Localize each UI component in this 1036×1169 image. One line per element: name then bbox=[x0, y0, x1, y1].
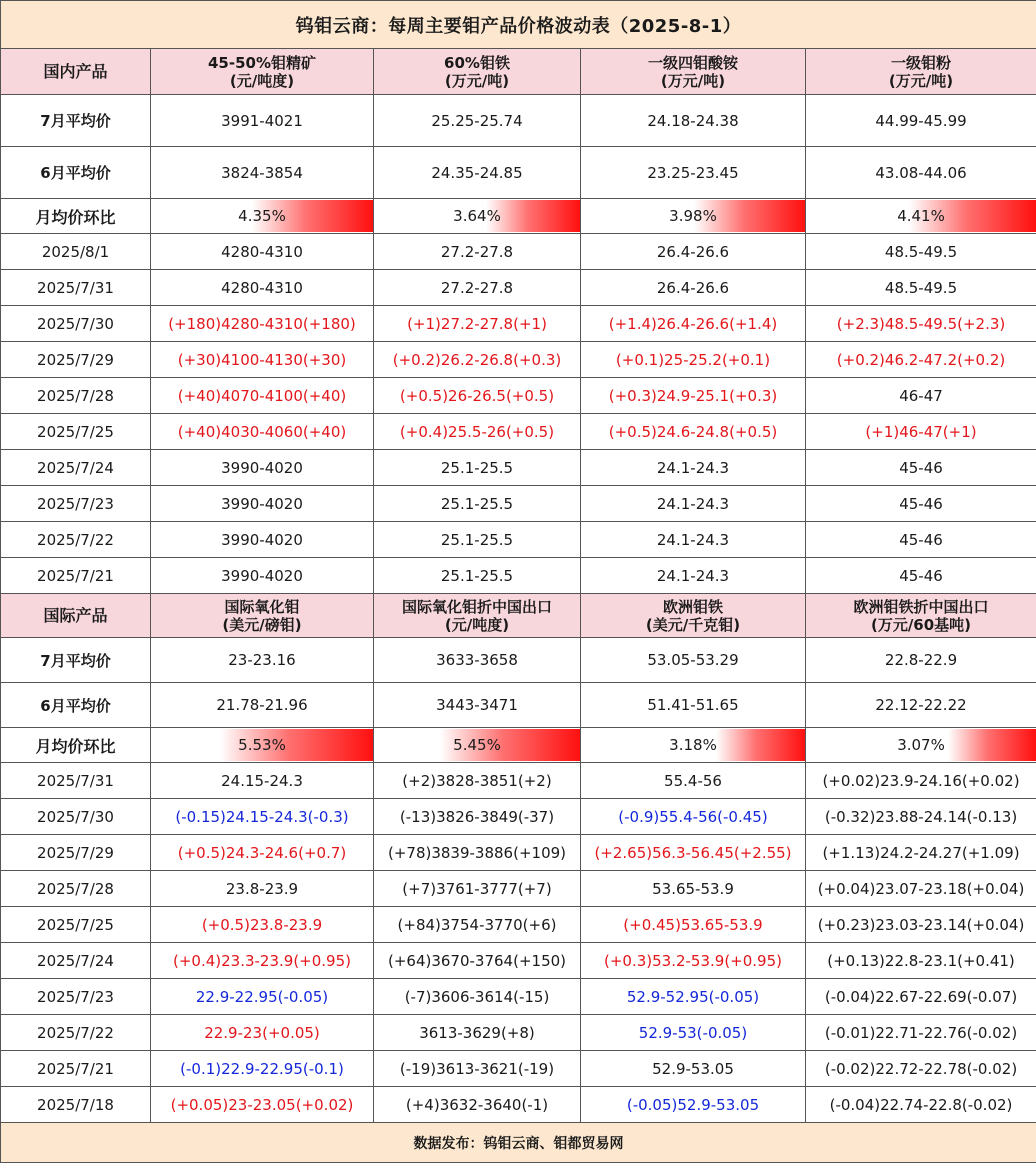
column-unit: (元/吨度) bbox=[229, 71, 295, 90]
price-cell: 4280-4310 bbox=[151, 270, 374, 306]
price-cell: (+1.4)26.4-26.6(+1.4) bbox=[581, 306, 806, 342]
price-cell: (-7)3606-3614(-15) bbox=[374, 979, 581, 1015]
june-average-value: 24.35-24.85 bbox=[374, 147, 581, 199]
domestic-price-row bbox=[1, 234, 1036, 270]
price-cell: 53.65-53.9 bbox=[581, 871, 806, 907]
international-price-row bbox=[1, 979, 1036, 1015]
domestic-price-row bbox=[1, 558, 1036, 594]
month-ratio-cell bbox=[151, 199, 374, 234]
international-price-row bbox=[1, 1087, 1036, 1123]
june-average-value: 51.41-51.65 bbox=[581, 683, 806, 728]
price-cell: 24.1-24.3 bbox=[581, 450, 806, 486]
domestic-price-row bbox=[1, 450, 1036, 486]
july-average-value: 22.8-22.9 bbox=[806, 638, 1036, 683]
price-cell: (+0.3)24.9-25.1(+0.3) bbox=[581, 378, 806, 414]
domestic-price-row bbox=[1, 414, 1036, 450]
column-name: 国际氧化钼 bbox=[224, 597, 300, 616]
column-unit: (元/吨度) bbox=[444, 615, 510, 634]
june-average-label: 6月平均价 bbox=[1, 147, 151, 199]
month-ratio-value: 3.98% bbox=[669, 207, 717, 225]
price-cell: (+1)46-47(+1) bbox=[806, 414, 1036, 450]
price-cell: 45-46 bbox=[806, 486, 1036, 522]
july-average-label: 7月平均价 bbox=[1, 638, 151, 683]
price-cell: (+0.1)25-25.2(+0.1) bbox=[581, 342, 806, 378]
row-date: 2025/7/25 bbox=[1, 414, 151, 450]
international-price-row bbox=[1, 1015, 1036, 1051]
price-cell: (+30)4100-4130(+30) bbox=[151, 342, 374, 378]
domestic-price-row bbox=[1, 342, 1036, 378]
price-cell: 24.1-24.3 bbox=[581, 558, 806, 594]
price-cell: 4280-4310 bbox=[151, 234, 374, 270]
month-ratio-label: 月均价环比 bbox=[1, 199, 151, 234]
june-average-value: 23.25-23.45 bbox=[581, 147, 806, 199]
row-date: 2025/7/30 bbox=[1, 799, 151, 835]
domestic-price-row bbox=[1, 378, 1036, 414]
row-date: 2025/7/29 bbox=[1, 342, 151, 378]
price-cell: (+40)4070-4100(+40) bbox=[151, 378, 374, 414]
international-section-label: 国际产品 bbox=[1, 594, 151, 638]
month-ratio-cell bbox=[581, 728, 806, 763]
price-cell: 27.2-27.8 bbox=[374, 270, 581, 306]
price-cell: (+7)3761-3777(+7) bbox=[374, 871, 581, 907]
row-date: 2025/8/1 bbox=[1, 234, 151, 270]
month-ratio-value: 4.35% bbox=[238, 207, 286, 225]
price-cell: (+180)4280-4310(+180) bbox=[151, 306, 374, 342]
column-name: 一级四钼酸铵 bbox=[647, 53, 738, 72]
international-price-row bbox=[1, 1051, 1036, 1087]
price-cell: 25.1-25.5 bbox=[374, 486, 581, 522]
column-name: 欧洲钼铁折中国出口 bbox=[853, 597, 989, 616]
june-average-value: 3824-3854 bbox=[151, 147, 374, 199]
row-date: 2025/7/22 bbox=[1, 1015, 151, 1051]
price-cell: (-13)3826-3849(-37) bbox=[374, 799, 581, 835]
price-cell: 52.9-52.95(-0.05) bbox=[581, 979, 806, 1015]
price-cell: (+78)3839-3886(+109) bbox=[374, 835, 581, 871]
month-ratio-value: 5.53% bbox=[238, 736, 286, 754]
price-cell: 3990-4020 bbox=[151, 558, 374, 594]
july-average-label: 7月平均价 bbox=[1, 95, 151, 147]
price-cell: (+0.2)46.2-47.2(+0.2) bbox=[806, 342, 1036, 378]
july-average-value: 23-23.16 bbox=[151, 638, 374, 683]
international-june-average-row bbox=[1, 683, 1036, 728]
price-cell: 55.4-56 bbox=[581, 763, 806, 799]
domestic-section-label: 国内产品 bbox=[1, 49, 151, 95]
row-date: 2025/7/31 bbox=[1, 270, 151, 306]
price-cell: (+0.05)23-23.05(+0.02) bbox=[151, 1087, 374, 1123]
row-date: 2025/7/24 bbox=[1, 450, 151, 486]
international-price-row bbox=[1, 871, 1036, 907]
price-cell: (+0.04)23.07-23.18(+0.04) bbox=[806, 871, 1036, 907]
price-cell: (+64)3670-3764(+150) bbox=[374, 943, 581, 979]
month-ratio-cell bbox=[374, 728, 581, 763]
international-price-row bbox=[1, 835, 1036, 871]
month-ratio-cell bbox=[151, 728, 374, 763]
month-ratio-label: 月均价环比 bbox=[1, 728, 151, 763]
international-column-header bbox=[581, 594, 806, 638]
june-average-value: 43.08-44.06 bbox=[806, 147, 1036, 199]
month-ratio-cell bbox=[806, 728, 1036, 763]
price-cell: 24.1-24.3 bbox=[581, 486, 806, 522]
row-date: 2025/7/31 bbox=[1, 763, 151, 799]
price-cell: 48.5-49.5 bbox=[806, 270, 1036, 306]
july-average-value: 3991-4021 bbox=[151, 95, 374, 147]
price-cell: (+0.5)24.3-24.6(+0.7) bbox=[151, 835, 374, 871]
row-date: 2025/7/18 bbox=[1, 1087, 151, 1123]
price-cell: (+0.5)23.8-23.9 bbox=[151, 907, 374, 943]
international-month-ratio-row bbox=[1, 728, 1036, 763]
july-average-value: 24.18-24.38 bbox=[581, 95, 806, 147]
price-cell: 52.9-53(-0.05) bbox=[581, 1015, 806, 1051]
price-cell: (-0.04)22.74-22.8(-0.02) bbox=[806, 1087, 1036, 1123]
july-average-value: 3633-3658 bbox=[374, 638, 581, 683]
price-cell: (+4)3632-3640(-1) bbox=[374, 1087, 581, 1123]
footer-source: 数据发布：钨钼云商、钼都贸易网 bbox=[1, 1123, 1036, 1163]
column-unit: (万元/60基吨) bbox=[870, 615, 972, 634]
sheet-title: 钨钼云商：每周主要钼产品价格波动表（2025-8-1） bbox=[1, 1, 1036, 49]
july-average-value: 53.05-53.29 bbox=[581, 638, 806, 683]
price-cell: (-0.05)52.9-53.05 bbox=[581, 1087, 806, 1123]
month-ratio-cell bbox=[581, 199, 806, 234]
row-date: 2025/7/28 bbox=[1, 871, 151, 907]
price-cell: 26.4-26.6 bbox=[581, 234, 806, 270]
row-date: 2025/7/28 bbox=[1, 378, 151, 414]
price-cell: 3990-4020 bbox=[151, 450, 374, 486]
price-cell: (+0.23)23.03-23.14(+0.04) bbox=[806, 907, 1036, 943]
column-unit: (万元/吨) bbox=[444, 71, 510, 90]
domestic-column-header bbox=[374, 49, 581, 95]
july-average-value: 44.99-45.99 bbox=[806, 95, 1036, 147]
column-name: 欧洲钼铁 bbox=[662, 597, 723, 616]
price-cell: 24.15-24.3 bbox=[151, 763, 374, 799]
column-unit: (万元/吨) bbox=[888, 71, 954, 90]
domestic-price-row bbox=[1, 486, 1036, 522]
price-cell: 24.1-24.3 bbox=[581, 522, 806, 558]
column-unit: (美元/磅钼) bbox=[222, 615, 302, 634]
price-cell: (+0.02)23.9-24.16(+0.02) bbox=[806, 763, 1036, 799]
month-ratio-value: 3.07% bbox=[897, 736, 945, 754]
june-average-value: 22.12-22.22 bbox=[806, 683, 1036, 728]
price-cell: (-0.04)22.67-22.69(-0.07) bbox=[806, 979, 1036, 1015]
price-cell: (+2.65)56.3-56.45(+2.55) bbox=[581, 835, 806, 871]
price-cell: (-0.9)55.4-56(-0.45) bbox=[581, 799, 806, 835]
price-cell: 3990-4020 bbox=[151, 486, 374, 522]
price-cell: (-0.15)24.15-24.3(-0.3) bbox=[151, 799, 374, 835]
international-price-row bbox=[1, 763, 1036, 799]
international-column-header bbox=[151, 594, 374, 638]
price-cell: (-19)3613-3621(-19) bbox=[374, 1051, 581, 1087]
price-cell: 23.8-23.9 bbox=[151, 871, 374, 907]
international-column-header bbox=[374, 594, 581, 638]
july-average-value: 25.25-25.74 bbox=[374, 95, 581, 147]
international-july-average-row bbox=[1, 638, 1036, 683]
price-cell: 3990-4020 bbox=[151, 522, 374, 558]
column-name: 国际氧化钼折中国出口 bbox=[401, 597, 552, 616]
row-date: 2025/7/30 bbox=[1, 306, 151, 342]
price-cell: (-0.32)23.88-24.14(-0.13) bbox=[806, 799, 1036, 835]
price-cell: 22.9-22.95(-0.05) bbox=[151, 979, 374, 1015]
international-column-header bbox=[806, 594, 1036, 638]
price-cell: (+0.3)53.2-53.9(+0.95) bbox=[581, 943, 806, 979]
price-cell: (+1)27.2-27.8(+1) bbox=[374, 306, 581, 342]
price-cell: 46-47 bbox=[806, 378, 1036, 414]
price-cell: 45-46 bbox=[806, 522, 1036, 558]
price-cell: 48.5-49.5 bbox=[806, 234, 1036, 270]
column-unit: (万元/吨) bbox=[660, 71, 726, 90]
price-cell: (+1.13)24.2-24.27(+1.09) bbox=[806, 835, 1036, 871]
price-cell: (+0.4)23.3-23.9(+0.95) bbox=[151, 943, 374, 979]
price-cell: (+0.13)22.8-23.1(+0.41) bbox=[806, 943, 1036, 979]
price-cell: (+0.2)26.2-26.8(+0.3) bbox=[374, 342, 581, 378]
price-cell: (+2.3)48.5-49.5(+2.3) bbox=[806, 306, 1036, 342]
international-price-row bbox=[1, 907, 1036, 943]
price-cell: (+0.5)26-26.5(+0.5) bbox=[374, 378, 581, 414]
domestic-price-row bbox=[1, 306, 1036, 342]
row-date: 2025/7/21 bbox=[1, 1051, 151, 1087]
row-date: 2025/7/29 bbox=[1, 835, 151, 871]
column-name: 45-50%钼精矿 bbox=[207, 53, 316, 72]
domestic-column-header bbox=[806, 49, 1036, 95]
price-cell: (+0.4)25.5-26(+0.5) bbox=[374, 414, 581, 450]
domestic-column-header bbox=[151, 49, 374, 95]
domestic-column-header bbox=[581, 49, 806, 95]
price-cell: 3613-3629(+8) bbox=[374, 1015, 581, 1051]
price-cell: (+84)3754-3770(+6) bbox=[374, 907, 581, 943]
domestic-july-average-row bbox=[1, 95, 1036, 147]
ratio-data-bar bbox=[948, 729, 1036, 761]
price-cell: 25.1-25.5 bbox=[374, 450, 581, 486]
column-unit: (美元/千克钼) bbox=[645, 615, 741, 634]
price-cell: (-0.1)22.9-22.95(-0.1) bbox=[151, 1051, 374, 1087]
price-cell: 25.1-25.5 bbox=[374, 522, 581, 558]
row-date: 2025/7/24 bbox=[1, 943, 151, 979]
month-ratio-cell bbox=[806, 199, 1036, 234]
june-average-value: 3443-3471 bbox=[374, 683, 581, 728]
international-price-row bbox=[1, 943, 1036, 979]
ratio-data-bar bbox=[716, 729, 805, 761]
price-cell: 52.9-53.05 bbox=[581, 1051, 806, 1087]
month-ratio-value: 3.64% bbox=[453, 207, 501, 225]
international-price-row bbox=[1, 799, 1036, 835]
price-cell: 45-46 bbox=[806, 450, 1036, 486]
month-ratio-cell bbox=[374, 199, 581, 234]
price-cell: 27.2-27.8 bbox=[374, 234, 581, 270]
domestic-price-row bbox=[1, 522, 1036, 558]
price-cell: (+2)3828-3851(+2) bbox=[374, 763, 581, 799]
month-ratio-value: 5.45% bbox=[453, 736, 501, 754]
price-cell: (+40)4030-4060(+40) bbox=[151, 414, 374, 450]
june-average-label: 6月平均价 bbox=[1, 683, 151, 728]
row-date: 2025/7/21 bbox=[1, 558, 151, 594]
june-average-value: 21.78-21.96 bbox=[151, 683, 374, 728]
column-name: 60%钼铁 bbox=[444, 53, 510, 72]
domestic-price-row bbox=[1, 270, 1036, 306]
international-header-row bbox=[1, 594, 1036, 638]
price-cell: 25.1-25.5 bbox=[374, 558, 581, 594]
price-cell: (+0.45)53.65-53.9 bbox=[581, 907, 806, 943]
domestic-header-row bbox=[1, 49, 1036, 95]
month-ratio-value: 3.18% bbox=[669, 736, 717, 754]
row-date: 2025/7/25 bbox=[1, 907, 151, 943]
title-row bbox=[1, 1, 1036, 49]
row-date: 2025/7/22 bbox=[1, 522, 151, 558]
price-cell: 26.4-26.6 bbox=[581, 270, 806, 306]
price-cell: (-0.02)22.72-22.78(-0.02) bbox=[806, 1051, 1036, 1087]
price-cell: 45-46 bbox=[806, 558, 1036, 594]
domestic-month-ratio-row bbox=[1, 199, 1036, 234]
month-ratio-value: 4.41% bbox=[897, 207, 945, 225]
row-date: 2025/7/23 bbox=[1, 486, 151, 522]
column-name: 一级钼粉 bbox=[891, 53, 952, 72]
price-cell: (+0.5)24.6-24.8(+0.5) bbox=[581, 414, 806, 450]
price-cell: 22.9-23(+0.05) bbox=[151, 1015, 374, 1051]
domestic-june-average-row bbox=[1, 147, 1036, 199]
row-date: 2025/7/23 bbox=[1, 979, 151, 1015]
footer-row bbox=[1, 1123, 1036, 1163]
price-cell: (-0.01)22.71-22.76(-0.02) bbox=[806, 1015, 1036, 1051]
